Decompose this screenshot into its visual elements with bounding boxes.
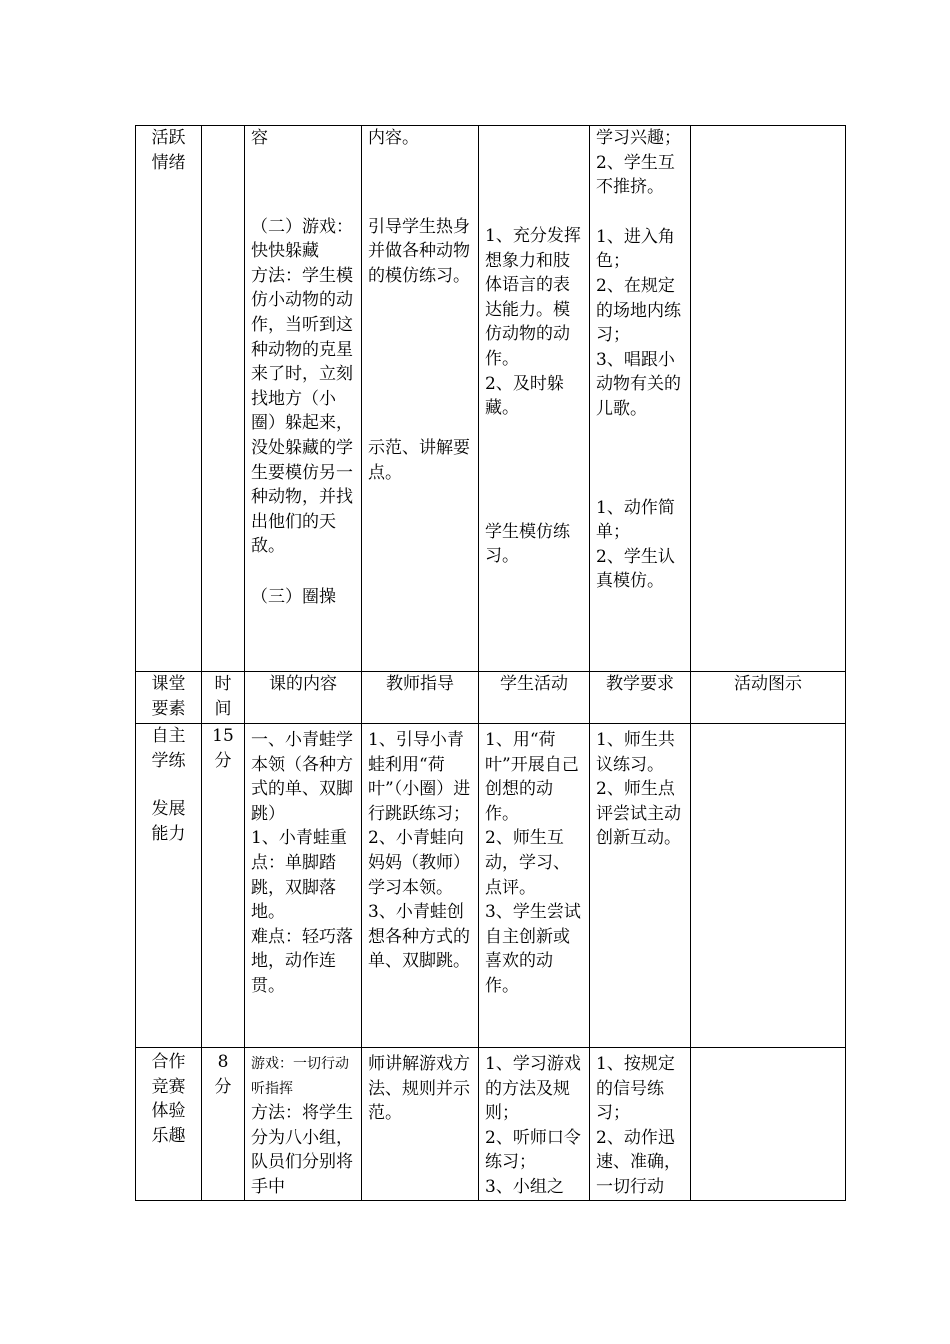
element-label-activity: 活跃 情绪 (151, 128, 186, 173)
content-hoop-exercise: （三）圈操 (251, 586, 336, 607)
requirement-signal: 1、按规定的信号练习； 2、动作迅速、准确，一切行动 (596, 1054, 681, 1197)
element-label-develop: 发展 能力 (151, 799, 186, 844)
requirement-role: 1、进入角色； 2、在规定的场地内练习； 3、唱跟小动物有关的儿歌。 (596, 226, 681, 419)
teacher-cell-activity (362, 126, 479, 672)
content-cell-activity (245, 126, 362, 672)
element-label-self-practice: 自主 学练 (151, 726, 186, 771)
lesson-plan-table (135, 125, 846, 1201)
header-teacher: 教师指导 (362, 672, 479, 724)
diagram-cell-activity (691, 126, 846, 672)
requirement-cell-activity (590, 126, 691, 672)
diagram-cell-cooperation (691, 1048, 846, 1201)
teacher-frog-guide: 1、引导小青蛙利用“荷叶”（小圈）进行跳跃练习； 2、小青蛙向妈妈（教师）学习本领。 3、小青蛙创想各种方式的单、双脚跳。 (368, 730, 471, 972)
element-label-cooperation: 合作 竞赛 体验 乐趣 (151, 1052, 186, 1146)
time-cell-activity (202, 126, 245, 672)
element-cell-self-practice (136, 724, 202, 1048)
student-learn-game: 1、学习游戏的方法及规则； 2、听师口令练习； 3、小组之 (485, 1054, 581, 1197)
teacher-explain-game: 师讲解游戏方法、规则并示范。 (368, 1054, 470, 1124)
header-student: 学生活动 (479, 672, 590, 724)
table-header-row (136, 672, 846, 724)
content-continued: 容 (251, 128, 268, 148)
header-requirement: 教学要求 (590, 672, 691, 724)
table-row-cooperation (136, 1048, 846, 1201)
requirement-co-practice: 1、师生共议练习。 2、师生点评尝试主动创新互动。 (596, 730, 681, 849)
teacher-continued: 内容。 (368, 128, 419, 148)
requirement-simple: 1、动作简单； 2、学生认真模仿。 (596, 497, 675, 592)
requirement-cell-cooperation (590, 1048, 691, 1201)
student-imitate-animals: 1、充分发挥想象力和肢体语言的表达能力。模仿动物的动作。 2、及时躲藏。 (485, 226, 581, 419)
content-cell-cooperation (245, 1048, 362, 1201)
time-cell-self-practice (202, 724, 245, 1048)
student-imitate-practice: 学生模仿练习。 (485, 521, 570, 567)
diagram-cell-self-practice (691, 724, 846, 1048)
content-cell-self-practice (245, 724, 362, 1048)
teacher-cell-cooperation (362, 1048, 479, 1201)
header-element (136, 672, 202, 724)
time-label-self-practice: 15 分 (212, 726, 234, 771)
student-lotus-activity: 1、用“荷叶”开展自己创想的动作。 2、师生互动，学习、点评。 3、学生尝试自主创新或喜欢的动作。 (485, 730, 581, 996)
content-game-method: 方法：将学生分为八小组，队员们分别将手中 (251, 1103, 353, 1197)
teacher-cell-self-practice (362, 724, 479, 1048)
teacher-guide-warmup: 引导学生热身并做各种动物的模仿练习。 (368, 216, 470, 286)
header-time (202, 672, 245, 724)
table-row-activity (136, 126, 846, 672)
table-row-self-practice (136, 724, 846, 1048)
student-cell-cooperation (479, 1048, 590, 1201)
header-diagram: 活动图示 (691, 672, 846, 724)
header-content: 课的内容 (245, 672, 362, 724)
teacher-demonstrate: 示范、讲解要点。 (368, 438, 470, 483)
content-frog-skills: 一、小青蛙学本领（各种方式的单、双脚跳） 1、小青蛙重点：单脚踏跳，双脚落地。 难点：轻巧落地，动作连贯。 (251, 730, 353, 996)
element-cell-cooperation (136, 1048, 202, 1201)
requirement-interest: 学习兴趣； 2、学生互不推挤。 (596, 128, 681, 198)
student-cell-activity (479, 126, 590, 672)
content-game-title: 游戏：一切行动听指挥 (251, 1056, 349, 1097)
element-cell-activity (136, 126, 202, 672)
requirement-cell-self-practice (590, 724, 691, 1048)
time-cell-cooperation (202, 1048, 245, 1201)
header-time-label: 时 间 (214, 674, 232, 719)
time-label-cooperation: 8 分 (214, 1052, 232, 1097)
header-element-label: 课堂 要素 (151, 674, 186, 719)
content-game: （二）游戏： 快快躲藏 方法：学生模仿小动物的动作，当听到这种动物的克星来了时，立刻找地方（小圈）躲起来，没处躲藏的学生要模仿另一种动物，并找出他们的天敌。 (251, 216, 353, 557)
student-cell-self-practice (479, 724, 590, 1048)
